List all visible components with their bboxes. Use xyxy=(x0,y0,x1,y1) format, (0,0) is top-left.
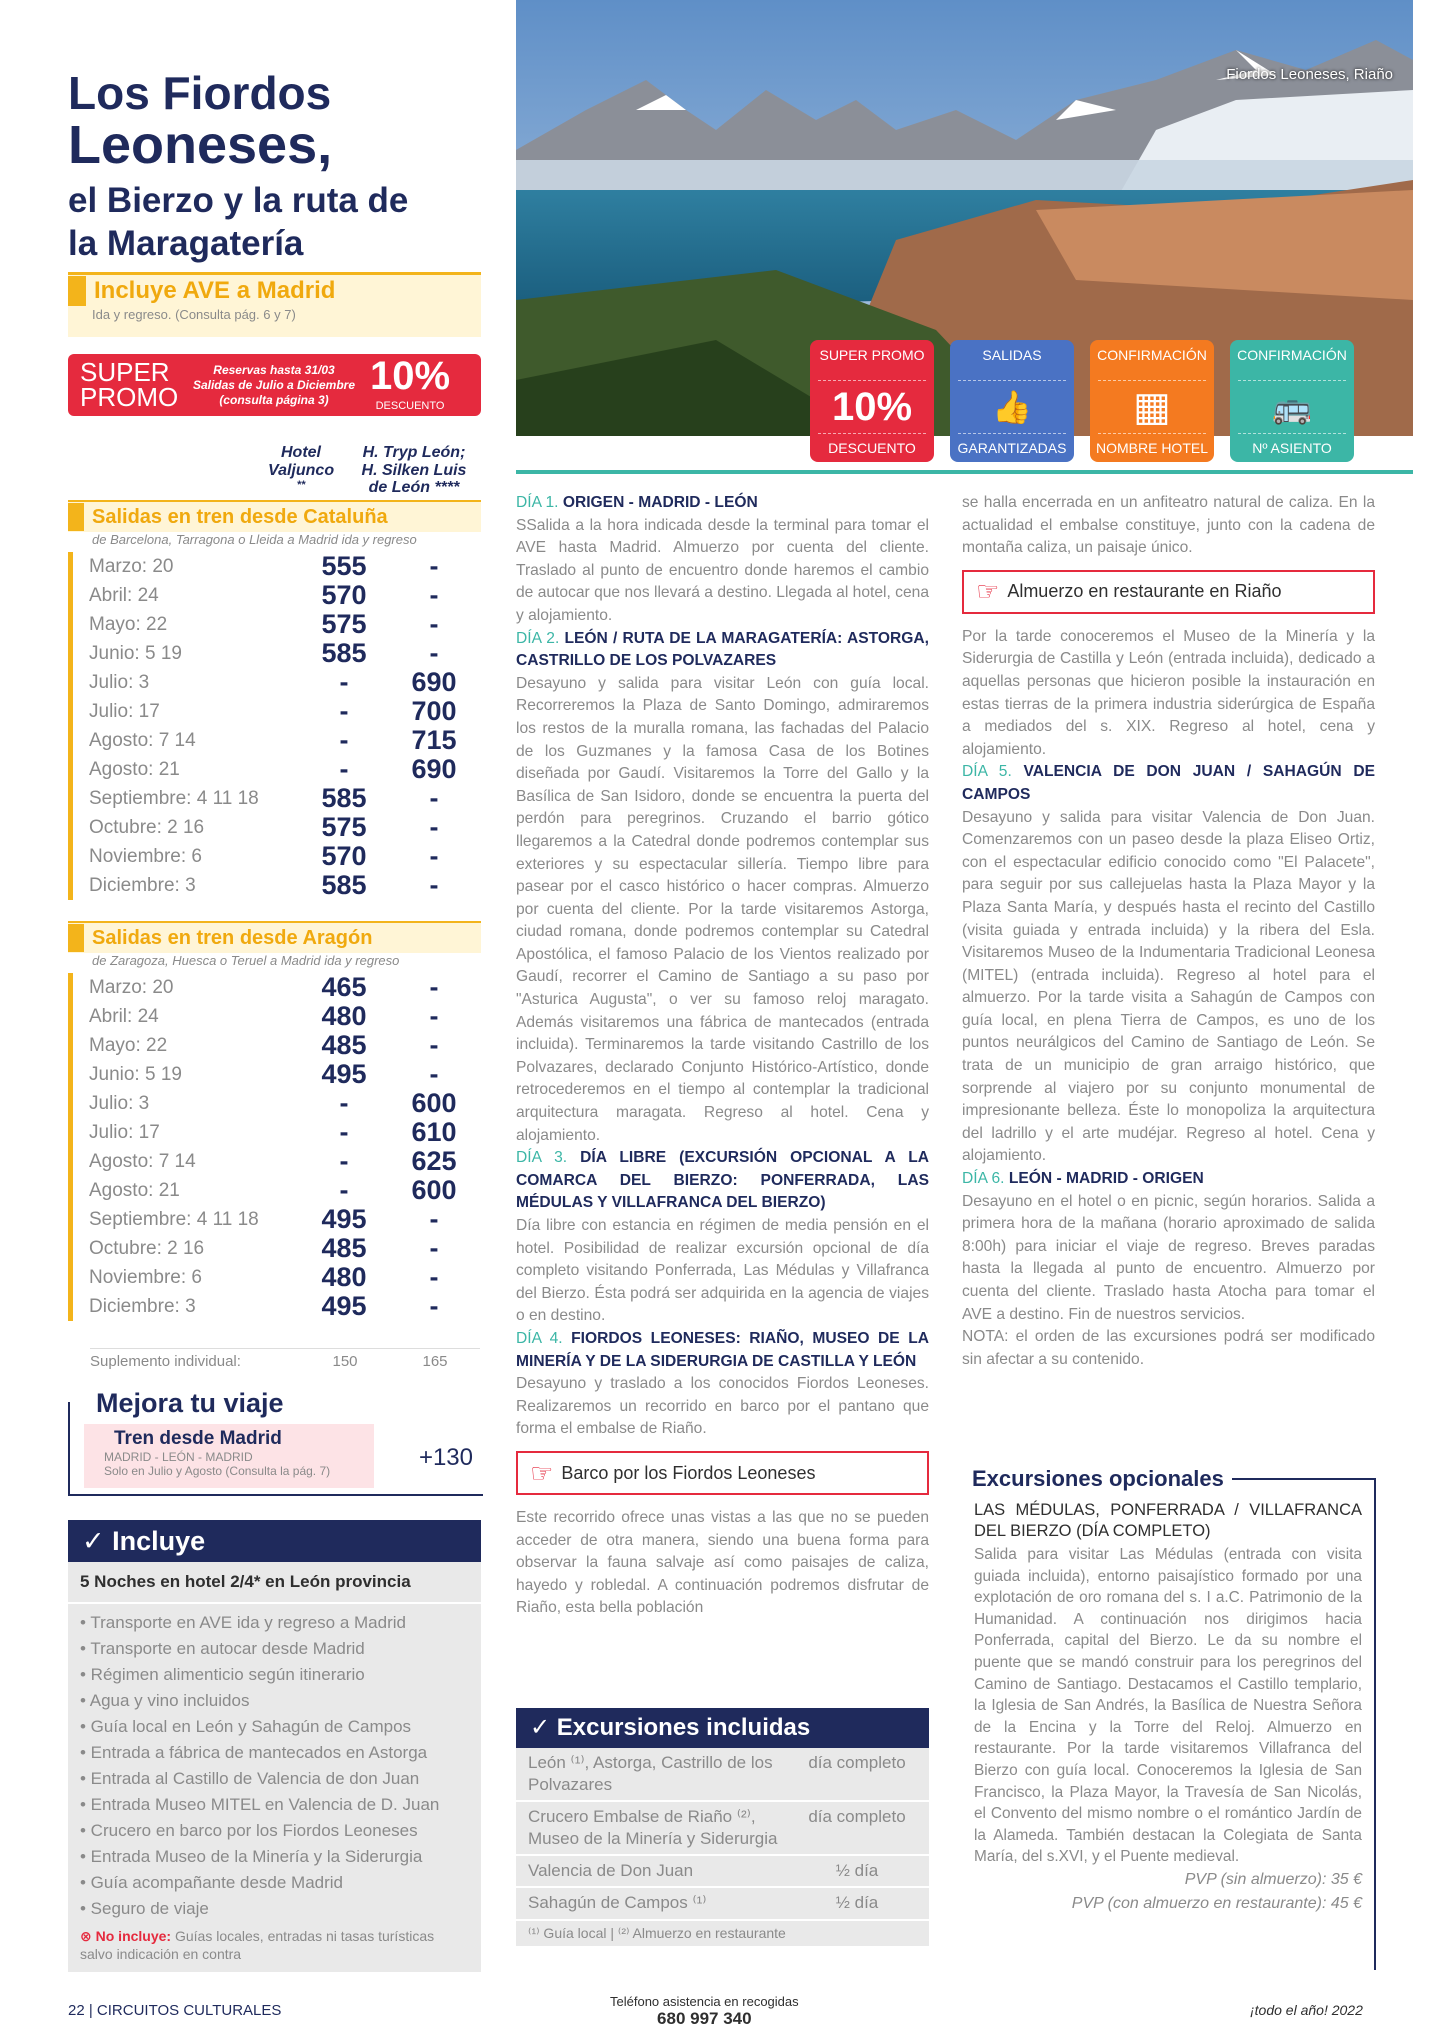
departure-date: Noviembre: 6 xyxy=(89,1266,202,1288)
teal-divider xyxy=(516,470,1413,474)
cataluna-sub: de Barcelona, Tarragona o Lleida a Madrid ida y regreso xyxy=(92,532,417,547)
price-cell: 575 xyxy=(321,609,367,639)
suplemento-v1: 150 xyxy=(332,1353,358,1370)
departure-date: Diciembre: 3 xyxy=(89,1295,196,1317)
tren-note: Solo en Julio y Agosto (Consulta la pág. 7) xyxy=(104,1464,331,1478)
title-line-2: Leoneses, xyxy=(68,115,333,175)
prices-aragon xyxy=(68,921,481,1321)
price-row xyxy=(89,1031,481,1060)
ave-label: Incluye AVE a Madrid xyxy=(94,277,336,304)
promo-pct: 10% xyxy=(370,354,451,398)
departure-date: Abril: 24 xyxy=(89,1005,159,1027)
day-5-text: Desayuno y salida para visitar Valencia de Don Juan. Comenzaremos con un paseo desde la plaza Eliseo Ortiz, con el espectacular edificio conocido como "El Palacete", para seguir por sus callejuelas hasta la Plaza Mayor y la Plaza Santa María, y después hasta el recinto del Castillo (visita guiada y entrada incluida) y la ribera del Esla. Visitaremos Museo de la Indumentaria Tradicional Leonesa (MITEL) (entrada incluida). Regreso al hotel para el almuerzo. Por la tarde visita a Sahagún de Campos con guía local, en plena Tierra de Campos, es uno de los puntos neurálgicos del Camino de Santiago de León. Se trata de un municipio de gran arraigo histórico, que sorprende al viajero por su conjunto monumental de impresionante belleza. Éste lo monopoliza la arquitectura del ladrillo y el arte mudéjar. Regreso al hotel. Cena y alojamiento. xyxy=(962,808,1375,1165)
title-line-1: Los Fiordos xyxy=(68,67,332,119)
price-row xyxy=(89,668,481,697)
price-cell: - xyxy=(339,696,349,726)
price-cell: - xyxy=(429,1262,439,1292)
departure-date: Julio: 17 xyxy=(89,1121,160,1143)
price-row xyxy=(89,639,481,668)
price-cell: - xyxy=(339,754,349,784)
departure-date: Diciembre: 3 xyxy=(89,874,196,896)
price-cell: 690 xyxy=(411,667,457,697)
exop-title: Excursiones opcionales xyxy=(972,1466,1232,1492)
price-row xyxy=(89,1263,481,1292)
price-row xyxy=(89,610,481,639)
price-row xyxy=(89,581,481,610)
incluye-item: • Régimen alimenticio según itinerario xyxy=(80,1665,365,1684)
price-row xyxy=(89,697,481,726)
price-cell: - xyxy=(429,1030,439,1060)
price-cell: - xyxy=(429,783,439,813)
pointing-hand-icon: ☞ xyxy=(976,576,1000,607)
exinc-row xyxy=(516,1748,929,1802)
departure-date: Septiembre: 4 11 18 xyxy=(89,1208,259,1230)
price-row xyxy=(89,842,481,871)
departure-date: Septiembre: 4 11 18 xyxy=(89,787,259,809)
departure-date: Julio: 3 xyxy=(89,1092,150,1114)
page-title xyxy=(68,67,488,265)
ave-sub: Ida y regreso. (Consulta pág. 6 y 7) xyxy=(92,307,296,322)
ave-box xyxy=(68,272,481,337)
price-row xyxy=(89,1089,481,1118)
almuerzo-box: ☞ Almuerzo en restaurante en Riaño xyxy=(962,570,1375,614)
promo-super: SUPER xyxy=(80,357,170,388)
barco-box: ☞ Barco por los Fiordos Leoneses xyxy=(516,1451,929,1495)
price-cell: 480 xyxy=(321,1262,367,1292)
price-cell: - xyxy=(429,1059,439,1089)
incluye-item: • Entrada a fábrica de mantecados en Astorga xyxy=(80,1743,428,1762)
exinc-duration: ½ día xyxy=(835,1861,879,1881)
tren-route: MADRID - LEÓN - MADRID xyxy=(104,1450,253,1464)
incluye-item: • Guía local en León y Sahagún de Campos xyxy=(80,1717,412,1736)
promo-promo: PROMO xyxy=(80,382,179,412)
cataluna-rows xyxy=(68,552,481,900)
price-cell: 600 xyxy=(411,1175,457,1205)
hotel-col-2: H. Tryp León; H. Silken Luis de León **** xyxy=(361,444,467,497)
price-cell: 575 xyxy=(321,812,367,842)
departure-date: Octubre: 2 16 xyxy=(89,1237,205,1259)
exop-pvp-1: PVP (sin almuerzo): 35 € xyxy=(1184,1870,1362,1888)
price-cell: - xyxy=(339,1117,349,1147)
incluye-item: • Transporte en AVE ida y regreso a Madrid xyxy=(80,1613,406,1632)
day-4-text-b: Este recorrido ofrece unas vistas a las que no se pueden acceder de otra manera, siendo una buena forma para observar la fauna salvaje así como paisajes de caliza, hayedo y robledal. A continuación podremos disfrutar de Riaño, esta bella población xyxy=(516,1508,929,1617)
footer-phone: Teléfono asistencia en recogidas 680 997 340 xyxy=(610,1994,799,2028)
train-icon xyxy=(68,276,86,306)
day-4-text: Desayuno y traslado a los conocidos Fiordos Leoneses. Realizaremos un recorrido en barco por el pantano que forma el embalse de Riaño. xyxy=(516,1375,929,1438)
exinc-duration: ½ día xyxy=(835,1893,879,1913)
exop-pvp-2: PVP (con almuerzo en restaurante): 45 € xyxy=(1071,1894,1362,1912)
incluye-item: • Guía acompañante desde Madrid xyxy=(80,1873,344,1892)
price-cell: - xyxy=(429,972,439,1002)
price-cell: 570 xyxy=(321,580,367,610)
price-cell: 485 xyxy=(321,1233,367,1263)
price-cell: 700 xyxy=(411,696,457,726)
departure-date: Junio: 5 19 xyxy=(89,642,182,664)
incluye-item: • Agua y vino incluidos xyxy=(80,1691,250,1710)
price-row xyxy=(89,755,481,784)
day-3-heading: DÍA 3. DÍA LIBRE (EXCURSIÓN OPCIONAL A LA COMARCA DEL BIERZO: PONFERRADA, LAS MÉDULAS Y VILLAFRANCA DEL BIERZO) xyxy=(516,1149,929,1212)
title-line-4: la Maragatería xyxy=(68,223,304,263)
bus-icon: 🚌 xyxy=(1238,380,1346,434)
price-cell: - xyxy=(429,1233,439,1263)
itinerary-col-2 xyxy=(962,492,1375,1371)
incluye-item: • Entrada Museo de la Minería y la Siderurgia xyxy=(80,1847,423,1866)
price-cell: 610 xyxy=(411,1117,457,1147)
exinc-name: Crucero Embalse de Riaño ⁽²⁾, Museo de la Minería y Siderurgia xyxy=(528,1807,778,1849)
day-6-text: Desayuno en el hotel o en picnic, según horarios. Salida a primera hora de la mañana (horario aproximado de salida 8:00h) para iniciar el viaje de regreso. Breves paradas hasta la llegada al punto de encuentro. Almuerzo por cuenta del cliente. Traslado hasta Atocha para tomar el AVE a destino. Fin de nuestros servicios. xyxy=(962,1192,1375,1323)
footer-page-label: 22 | CIRCUITOS CULTURALES xyxy=(68,2002,282,2019)
mejora-title: Mejora tu viaje xyxy=(88,1388,292,1419)
aragon-sub: de Zaragoza, Huesca o Teruel a Madrid ida y regreso xyxy=(92,953,400,968)
price-cell: - xyxy=(429,551,439,581)
super-promo-banner xyxy=(68,354,481,416)
day-2-text: Desayuno y salida para visitar León con guía local. Recorreremos la Plaza de Santo Domingo, admiraremos los restos de la muralla romana, las fachadas del Palacio de los Guzmanes y la famosa Casa de los Botines diseñada por Gaudí. Visitaremos la Torre del Gallo y la Basílica de San Isidoro, donde se encuentra la puerta del perdón para peregrinos. Cruzando el barrio gótico llegaremos a la Catedral donde podremos contemplar sus exteriores y su espectacular sillería. Tiempo libre para pasear por el casco histórico o hacer compras. Almuerzo por cuenta del cliente. Por la tarde visitaremos Astorga, ciudad romana, donde podremos contemplar su Catedral Apostólica, el famoso Palacio de los Vientos realizado por Gaudí, recorrer el Camino de Santiago a su paso por "Asturica Augusta", o ver su famoso reloj maragato. Además visitaremos una fábrica de mantecados (entrada incluida). Terminaremos la tarde visitando Castrillo de los Polvazares, declarado Conjunto Histórico-Artístico, donde retrocederemos en el tiempo al contemplar la tradicional arquitectura maragata. Regreso al hotel. Cena y alojamiento. xyxy=(516,674,929,1144)
price-cell: - xyxy=(339,1088,349,1118)
exop-subtitle: LAS MÉDULAS, PONFERRADA / VILLAFRANCA DEL BIERZO (DÍA COMPLETO) xyxy=(974,1501,1362,1540)
excursiones-incluidas xyxy=(516,1708,929,1946)
departure-date: Marzo: 20 xyxy=(89,976,174,998)
mejora-price: +130 xyxy=(418,1444,473,1471)
price-row xyxy=(89,1205,481,1234)
price-row xyxy=(89,1060,481,1089)
departure-date: Agosto: 21 xyxy=(89,758,180,780)
day-5-heading: DÍA 5. VALENCIA DE DON JUAN / SAHAGÚN DE CAMPOS xyxy=(962,763,1375,803)
badge-hotel: CONFIRMACIÓN ▦ NOMBRE HOTEL xyxy=(1090,340,1214,462)
departure-date: Julio: 17 xyxy=(89,700,160,722)
departure-date: Noviembre: 6 xyxy=(89,845,202,867)
incluye-box xyxy=(68,1520,481,1972)
exinc-row xyxy=(516,1856,929,1888)
departure-date: Julio: 3 xyxy=(89,671,150,693)
price-cell: 585 xyxy=(321,638,367,668)
exinc-duration: día completo xyxy=(808,1753,906,1772)
price-row xyxy=(89,784,481,813)
col2-p1: se halla encerrada en un anfiteatro natural de caliza. En la actualidad el embalse constituye, junto con la cadena de montaña caliza, un paisaje único. xyxy=(962,494,1375,557)
title-line-3: el Bierzo y la ruta de xyxy=(68,181,409,220)
price-cell: 495 xyxy=(321,1059,367,1089)
mejora-box xyxy=(68,1388,483,1496)
price-row xyxy=(89,1002,481,1031)
price-cell: 585 xyxy=(321,870,367,900)
building-icon: ▦ xyxy=(1098,380,1206,434)
footer-right: ¡todo el año! 2022 xyxy=(1250,2002,1363,2018)
col2-p2: Por la tarde conoceremos el Museo de la Minería y la Siderurgia de Castilla y León (entrada incluida), dedicado a aquellas personas que hicieron posible la instauración en estas tierras de la primera industria siderúrgica de España a mediados del s. XIX. Regreso al hotel, cena y alojamiento. xyxy=(962,627,1375,758)
departure-date: Agosto: 7 14 xyxy=(89,1150,196,1172)
price-cell: 485 xyxy=(321,1030,367,1060)
departure-date: Mayo: 22 xyxy=(89,613,168,635)
tren-madrid xyxy=(84,1424,374,1488)
departure-date: Agosto: 7 14 xyxy=(89,729,196,751)
exinc-header: ✓ Excursiones incluidas xyxy=(516,1708,929,1748)
price-cell: - xyxy=(339,1175,349,1205)
incluye-item: • Entrada al Castillo de Valencia de don Juan xyxy=(80,1769,420,1788)
promo-salidas: Salidas de Julio a Diciembre xyxy=(192,377,356,392)
price-row xyxy=(89,813,481,842)
prices-cataluna xyxy=(68,500,481,900)
thumbs-up-icon: 👍 xyxy=(958,380,1066,434)
price-row xyxy=(89,726,481,755)
aragon-rows xyxy=(68,973,481,1321)
suplemento-row xyxy=(90,1348,480,1370)
price-cell: 480 xyxy=(321,1001,367,1031)
departure-date: Junio: 5 19 xyxy=(89,1063,182,1085)
incluye-list xyxy=(68,1610,481,1922)
price-cell: 625 xyxy=(411,1146,457,1176)
departure-date: Octubre: 2 16 xyxy=(89,816,205,838)
day-4-heading: DÍA 4. FIORDOS LEONESES: RIAÑO, MUSEO DE LA MINERÍA Y DE LA SIDERURGIA DE CASTILLA Y LEÓN xyxy=(516,1329,929,1370)
badge-super-promo: SUPER PROMO 10% DESCUENTO xyxy=(810,340,934,462)
day-2-heading: DÍA 2. LEÓN / RUTA DE LA MARAGATERÍA: ASTORGA, CASTRILLO DE LOS POLVAZARES xyxy=(516,629,929,670)
exinc-name: Sahagún de Campos ⁽¹⁾ xyxy=(528,1893,707,1913)
price-cell: - xyxy=(429,609,439,639)
price-cell: - xyxy=(429,580,439,610)
price-row xyxy=(89,1147,481,1176)
exinc-duration: día completo xyxy=(808,1807,906,1827)
train-icon xyxy=(68,924,84,952)
price-cell: - xyxy=(339,1146,349,1176)
departure-date: Marzo: 20 xyxy=(89,555,174,577)
tren-label: Tren desde Madrid xyxy=(114,1428,282,1449)
day-6-heading: DÍA 6. LEÓN - MADRID - ORIGEN xyxy=(962,1170,1204,1188)
promo-descuento: DESCUENTO xyxy=(375,400,445,412)
suplemento-v2: 165 xyxy=(422,1353,448,1370)
exinc-note: ⁽¹⁾ Guía local | ⁽²⁾ Almuerzo en restaurante xyxy=(516,1921,929,1946)
nota: NOTA: el orden de las excursiones podrá ser modificado sin afectar a su contenido. xyxy=(962,1328,1375,1368)
exinc-row xyxy=(516,1802,929,1856)
day-3-text: Día libre con estancia en régimen de media pensión en el hotel. Posibilidad de realizar excursión opcional de día completo visitando Ponferrada, Las Médulas y Villafranca del Bierzo. Ésta podrá ser adquirida en la agencia de viajes o en destino. xyxy=(516,1217,929,1325)
itinerary-col-1 xyxy=(516,492,929,1620)
price-cell: 555 xyxy=(321,551,367,581)
price-cell: 495 xyxy=(321,1291,367,1321)
price-cell: - xyxy=(339,667,349,697)
photo-caption: Fiordos Leoneses, Riaño xyxy=(1226,66,1393,83)
incluye-item: • Entrada Museo MITEL en Valencia de D. Juan xyxy=(80,1795,440,1814)
suplemento-label: Suplemento individual: xyxy=(90,1353,241,1370)
incluye-item: • Crucero en barco por los Fiordos Leoneses xyxy=(80,1821,418,1840)
day-1-text: SSalida a la hora indicada desde la terminal para tomar el AVE hasta Madrid. Almuerzo por cuenta del cliente. Traslado al punto de encuentro donde haremos el cambio de autocar que nos llevará a destino. Llegada al hotel, cena y alojamiento. xyxy=(516,516,929,624)
exinc-name: Valencia de Don Juan xyxy=(528,1861,694,1881)
price-cell: 585 xyxy=(321,783,367,813)
hotel-col-1: Hotel Valjunco ** xyxy=(268,444,335,492)
price-cell: - xyxy=(429,638,439,668)
price-cell: - xyxy=(429,1001,439,1031)
price-cell: - xyxy=(429,1291,439,1321)
day-1-heading: DÍA 1. ORIGEN - MADRID - LEÓN xyxy=(516,494,758,511)
price-cell: - xyxy=(429,841,439,871)
aragon-title: Salidas en tren desde Aragón xyxy=(92,926,373,949)
price-row xyxy=(89,1292,481,1321)
price-cell: - xyxy=(429,1204,439,1234)
incluye-header: ✓ Incluye xyxy=(68,1520,481,1562)
badge-asiento: CONFIRMACIÓN 🚌 Nº ASIENTO xyxy=(1230,340,1354,462)
badge-salidas: SALIDAS 👍 GARANTIZADAS xyxy=(950,340,1074,462)
price-cell: 465 xyxy=(321,972,367,1002)
excursiones-opcionales xyxy=(972,1466,1376,1970)
price-cell: 715 xyxy=(411,725,457,755)
percent-icon: 10% xyxy=(818,380,926,434)
price-row xyxy=(89,1234,481,1263)
price-row xyxy=(89,1118,481,1147)
price-cell: - xyxy=(339,725,349,755)
exinc-name: León ⁽¹⁾, Astorga, Castrillo de los Polvazares xyxy=(528,1753,773,1795)
price-cell: 690 xyxy=(411,754,457,784)
promo-reservas: Reservas hasta 31/03 xyxy=(213,362,335,377)
price-row xyxy=(89,1176,481,1205)
incluye-item: • Seguro de viaje xyxy=(80,1899,209,1918)
price-cell: 600 xyxy=(411,1088,457,1118)
exinc-row xyxy=(516,1888,929,1920)
price-cell: 570 xyxy=(321,841,367,871)
departure-date: Mayo: 22 xyxy=(89,1034,168,1056)
train-icon xyxy=(68,503,84,531)
incluye-noches: 5 Noches en hotel 2/4* en León provincia xyxy=(68,1562,481,1604)
price-cell: 495 xyxy=(321,1204,367,1234)
no-incluye: ⊗ No incluye: Guías locales, entradas ni tasas turísticas salvo indicación en contra xyxy=(80,1928,435,1962)
promo-consulta: (consulta página 3) xyxy=(219,392,329,407)
price-row xyxy=(89,973,481,1002)
exinc-rows xyxy=(516,1748,929,1921)
price-row xyxy=(89,871,481,900)
incluye-item: • Transporte en autocar desde Madrid xyxy=(80,1639,365,1658)
departure-date: Agosto: 21 xyxy=(89,1179,180,1201)
exop-text: Salida para visitar Las Médulas (entrada con visita guiada incluida), entorno paisajístico formado por una explotación de oro romana del s. I a.C. Patrimonio de la Humanidad. A continuación nos dirigimos hacia Ponferrada, capital del Bierzo. Le da su nombre el puente que se mandó construir para los peregrinos del Camino de Santiago. Destacamos el Castillo templario, la Iglesia de San Andrés, la Basílica de Nuestra Señora de la Encina y la Torre del Reloj. Almuerzo en restaurante. Por la tarde visitaremos Villafranca del Bierzo con guía local. Conoceremos la Iglesia de San Francisco, la Plaza Mayor, la Travesía de San Nicolás, el Convento del mismo nombre o el romántico Jardín de la Alameda. También destacan la Colegiata de Santa María, del s.XVI, y el Puente medieval. xyxy=(974,1546,1362,1866)
cataluna-title: Salidas en tren desde Cataluña xyxy=(92,505,388,528)
pointing-hand-icon: ☞ xyxy=(530,1457,554,1488)
departure-date: Abril: 24 xyxy=(89,584,159,606)
price-cell: - xyxy=(429,870,439,900)
price-row xyxy=(89,552,481,581)
price-cell: - xyxy=(429,812,439,842)
